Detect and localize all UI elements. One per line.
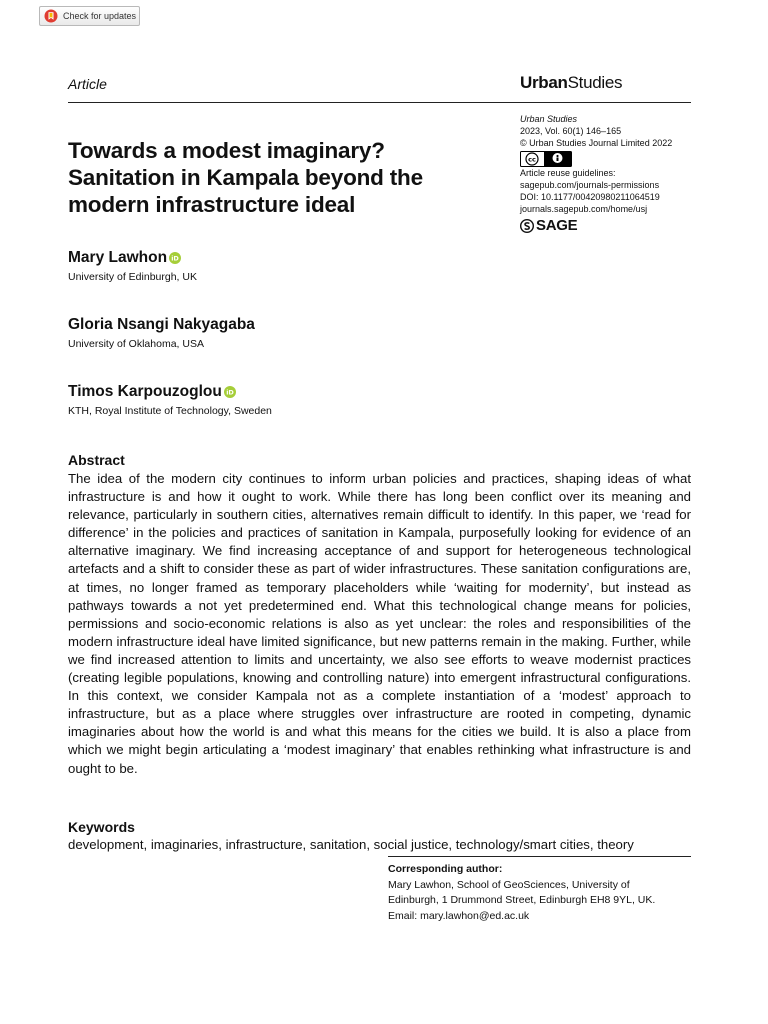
check-updates-icon [44,9,58,23]
keywords-heading: Keywords [68,819,135,835]
author-3-affiliation: KTH, Royal Institute of Technology, Sweden [68,405,272,417]
author-2-name: Gloria Nsangi Nakyagaba [68,316,255,333]
check-updates-label: Check for updates [63,11,137,21]
author-name [68,316,255,334]
orcid-icon[interactable] [169,252,181,264]
svg-text:cc: cc [528,155,536,164]
author-1-affiliation: University of Edinburgh, UK [68,271,197,283]
abstract-heading: Abstract [68,452,125,468]
brand-light: Studies [567,73,623,92]
author-name [68,383,236,401]
corresponding-line-1: Mary Lawhon, School of GeoSciences, University of [388,878,630,891]
title-line-1: Towards a modest imaginary? [68,138,385,163]
corresponding-author [388,862,655,924]
check-for-updates-button[interactable] [39,6,140,26]
meta-copyright: © Urban Studies Journal Limited 2022 [520,138,673,149]
header-divider [68,102,691,103]
title-line-2: Sanitation in Kampala beyond the [68,165,423,190]
sage-icon [520,219,534,233]
footnote-divider [388,856,691,857]
meta-journal: Urban Studies [520,114,578,124]
svg-text:iD: iD [226,388,234,397]
article-type: Article [68,76,107,92]
corresponding-email[interactable]: Email: mary.lawhon@ed.ac.uk [388,909,530,922]
title-line-3: modern infrastructure ideal [68,192,356,217]
meta-reuse-link[interactable]: sagepub.com/journals-permissions [520,179,660,190]
corresponding-heading: Corresponding author: [388,863,503,875]
keywords-text: development, imaginaries, infrastructure, sanitation, social justice, technology/smart cities, theory [68,837,634,852]
meta-reuse: Article reuse guidelines: [520,167,616,178]
svg-text:iD: iD [171,254,179,263]
cc-by-icon[interactable] [520,151,572,167]
brand-bold: Urban [520,73,568,92]
author-3-name: Timos Karpouzoglou [68,383,222,400]
author-2-affiliation: University of Oklahoma, USA [68,338,204,350]
publisher-logo [520,219,672,233]
author-1-name: Mary Lawhon [68,249,168,266]
meta-volume: 2023, Vol. 60(1) 146–165 [520,126,622,137]
meta-journal-link[interactable]: journals.sagepub.com/home/usj [520,204,648,215]
orcid-icon[interactable] [224,386,236,398]
journal-brand[interactable] [520,73,622,93]
article-meta [520,113,672,233]
corresponding-line-2: Edinburgh, 1 Drummond Street, Edinburgh EH8 9YL, UK. [388,894,656,906]
publisher-name: SAGE [536,217,578,235]
abstract-text: The idea of the modern city continues to inform urban policies and practices, shaping ideas of what infrastructure is and how it ought to work. While there has long been conflict over its meaning and relevance, particularly in southern cities, alternatives remain difficult to identify. In this paper, we ‘read for difference’ in the policies and practices of sanitation in Kampala, purposefully looking for evidence of an alternative imaginary. We find increasing acceptance of and support for heterogeneous technological artefacts and a shift to consider these as part of wider infrastructures. These sanitation configurations are, at times, no longer framed as temporary placeholders while ‘waiting for modernity’, but instead as pathways towards a not yet predetermined end. What this technological change means for policies, permissions and socio-economic relations is also as yet unclear: the roles and responsibilities of the modern infrastructure ideal have limited significance, but new patterns remain in the making. Further, while we find increased attention to limits and uncertainty, we also see efforts to weave modernist practices (creating legible populations, knowing and controlling nature) into emergent infrastructural configurations. In this context, we consider Kampala not as a complete instantiation of a ‘modest’ approach to infrastructure, but as a place where struggles over infrastructure are rooted in competing, dynamic imaginaries about how the world is and what this means for the cities we build. It is also a place from which we might begin articulating a ‘modest imaginary’ that enables rethinking what infrastructure is and ought to be. [68,471,691,776]
meta-doi[interactable]: DOI: 10.1177/00420980211064519 [520,192,660,203]
author-name [68,249,181,267]
paper-title [68,137,508,218]
